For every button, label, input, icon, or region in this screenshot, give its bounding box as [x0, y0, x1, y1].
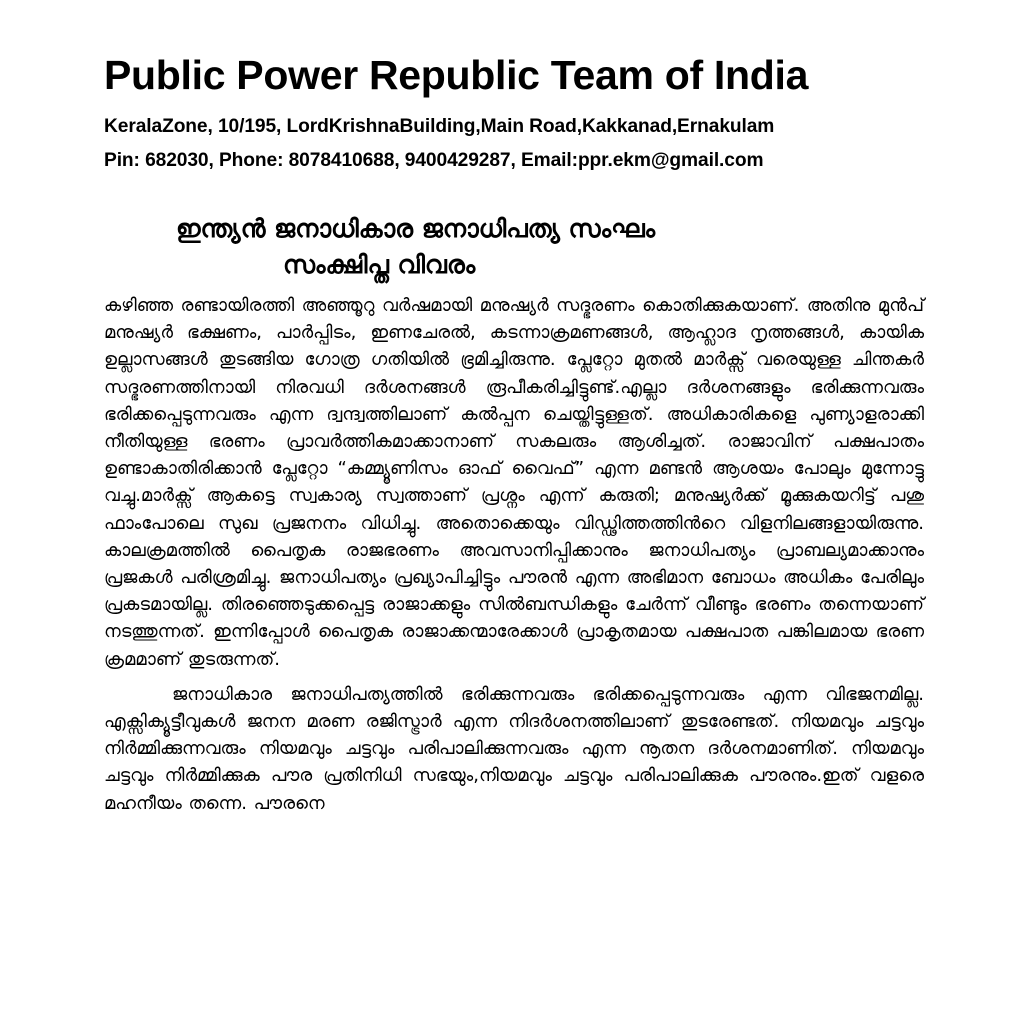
body-paragraph: ജനാധികാര ജനാധിപത്യത്തിൽ ഭരിക്കുന്നവരും ഭരിക്കപ്പെടുന്നവരും എന്ന വിഭജനമില്ല. എക്സിക്യൂട്ടീവുകൾ ജനന മരണ രജിസ്ട്രാർ എന്ന നിദർശനത്തിലാണ് തുടരേണ്ടത്. നിയമവും ചട്ടവും നിർമ്മിക്കുന്നവരും നിയമവും ചട്ടവും പരിപാലിക്കുന്നവരും എന്ന നൂതന ദർശനമാണിത്. നിയമവും ചട്ടവും നിർമ്മിക്കുക പൗര പ്രതിനിധി സഭയും,നിയമവും ചട്ടവും പരിപാലിക്കുക പൗരനും.ഇത് വളരെ മഹനീയം തന്നെ. പൗരനെ — [104, 683, 924, 814]
address-line: KeralaZone, 10/195, LordKrishnaBuilding,Main Road,Kakkanad,Ernakulam — [104, 116, 775, 137]
organization-name: Public Power Republic Team of India — [104, 52, 809, 98]
body-paragraph: കഴിഞ്ഞ രണ്ടായിരത്തി അഞ്ഞൂറു വർഷമായി മനുഷ്യർ സദ്ഭരണം കൊതിക്കുകയാണ്. അതിനു മുൻപ് മനുഷ്യർ ഭക്ഷണം, പാർപ്പിടം, ഇണചേരൽ, കടന്നാക്രമണങ്ങൾ, ആഹ്ലാദ നൃത്തങ്ങൾ, കായിക ഉല്ലാസങ്ങൾ തുടങ്ങിയ ഗോത്ര ഗതിയിൽ ഭ്രമിച്ചിരുന്നു. പ്ലേറ്റോ മുതൽ മാർക്സ് വരെയുള്ള ചിന്തകർ സദ്ഭരണത്തിനായി നിരവധി ദർശനങ്ങൾ രൂപീകരിച്ചിട്ടുണ്ട്.എല്ലാ ദർശനങ്ങളും ഭരിക്കുന്നവരും ഭരിക്കപ്പെടുന്നവരും എന്ന ദ്വന്ദ്വത്തിലാണ് കൽപ്പന ചെയ്തിട്ടുള്ളത്. അധികാരികളെ പുണ്യാളരാക്കി നീതിയുള്ള ഭരണം പ്രാവർത്തികമാക്കാനാണ് സകലരും ആശിച്ചത്. രാജാവിന് പക്ഷപാതം ഉണ്ടാകാതിരിക്കാൻ പ്ലേറ്റോ “കമ്മ്യൂണിസം ഓഫ് വൈഫ്” എന്ന മണ്ടൻ ആശയം പോലും മുന്നോട്ടു വച്ചു.മാർക്സ് ആകട്ടെ സ്വകാര്യ സ്വത്താണ് പ്രശ്നം എന്ന് കരുതി; മനുഷ്യർക്ക് മൂക്കുകയറിട്ട് പശു ഫാംപോലെ സുഖ പ്രജനനം വിധിച്ചു. അതൊക്കെയും വിഡ്ഢിത്തത്തിൻറെ വിളനിലങ്ങളായിരുന്നു. കാലക്രമത്തിൽ പൈതൃക രാജഭരണം അവസാനിപ്പിക്കാനും ജനാധിപത്യം പ്രാബല്യമാക്കാനും പ്രജകൾ പരിശ്രമിച്ചു. ജനാധിപത്യം പ്രഖ്യാപിച്ചിട്ടും പൗരൻ എന്ന അഭിമാന ബോധം അധികം പേരിലും പ്രകടമായില്ല. തിരഞ്ഞെടുക്കപ്പെട്ട രാജാക്കളും സിൽബന്ധികളും ചേർന്ന് വീണ്ടും ഭരണം തന്നെയാണ് നടത്തുന്നത്. ഇന്നിപ്പോൾ പൈതൃക രാജാക്കന്മാരേക്കാൾ പ്രാകൃതമായ പക്ഷപാത പങ്കിലമായ ഭരണ ക്രമമാണ് തുടരുന്നത്. — [104, 295, 924, 670]
document-title: ഇന്ത്യൻ ജനാധികാര ജനാധിപത്യ സംഘം — [176, 214, 656, 243]
contact-line: Pin: 682030, Phone: 8078410688, 9400429287, Email:ppr.ekm@gmail.com — [104, 150, 764, 171]
document-subtitle: സംക്ഷിപ്ത വിവരം — [283, 250, 476, 279]
document-body — [104, 292, 924, 817]
